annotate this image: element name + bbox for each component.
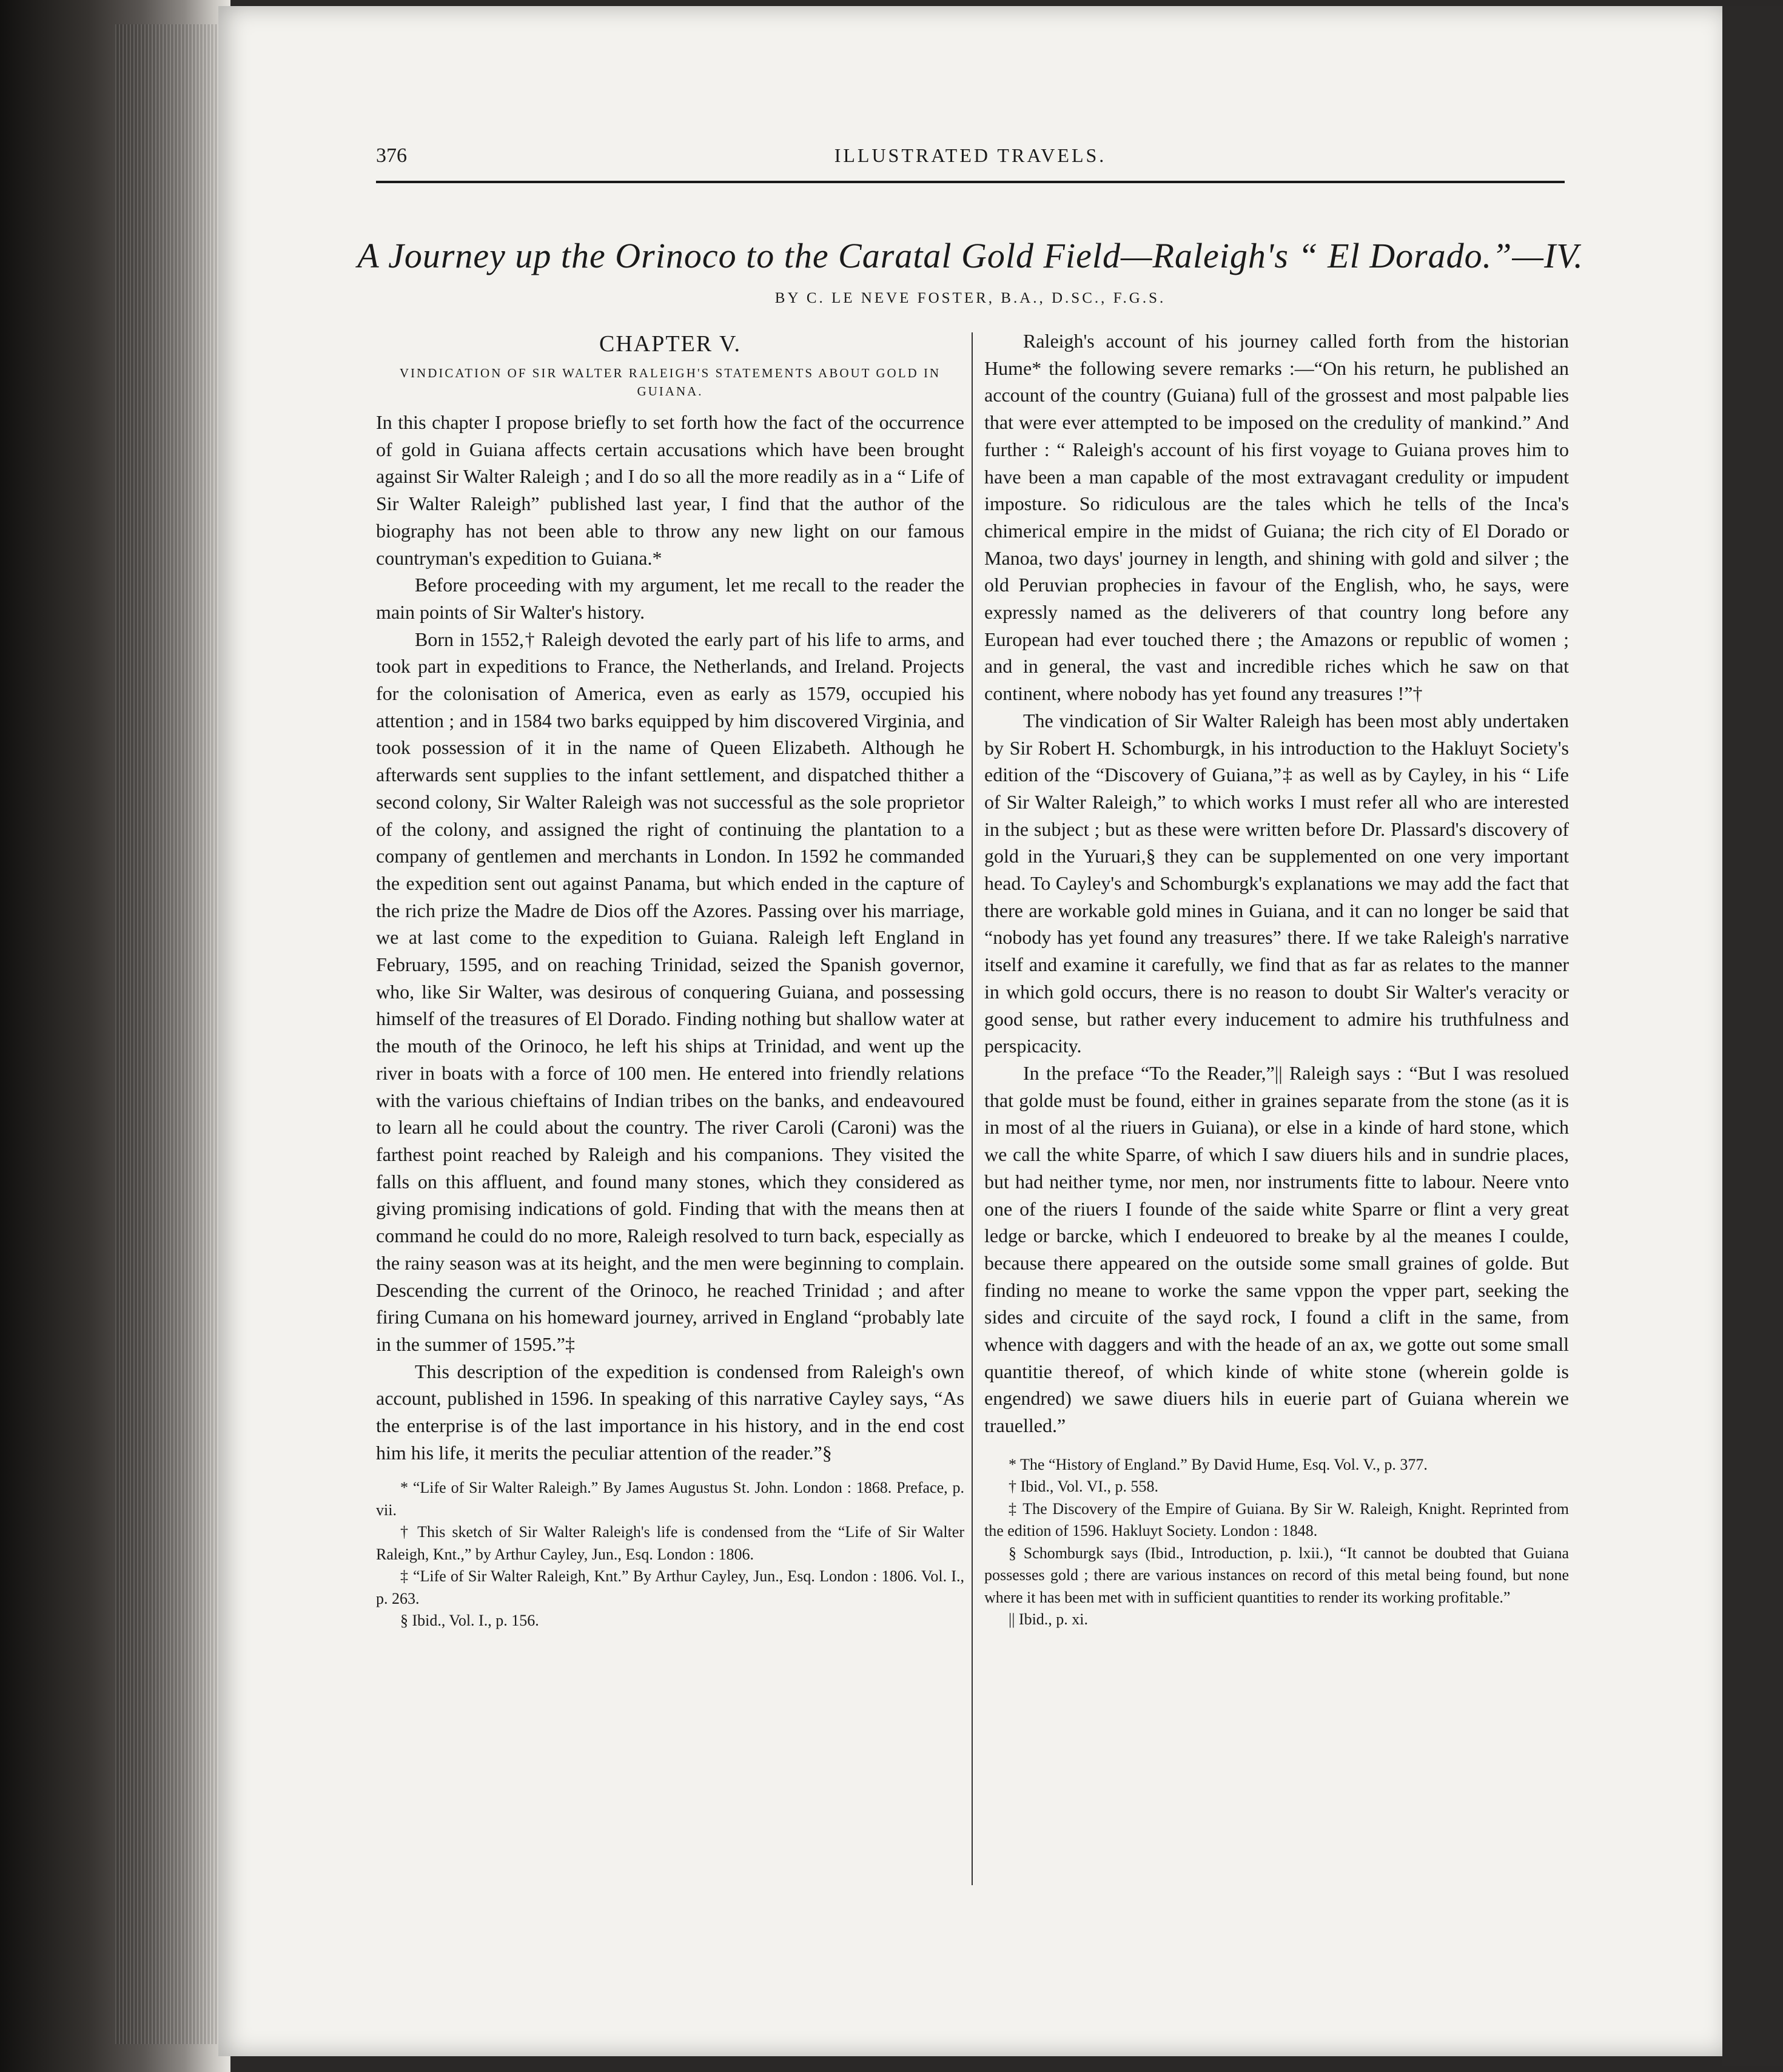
footnote: * “Life of Sir Walter Raleigh.” By James Augustus St. John. London : 1868. Preface, p. vii. [376,1479,964,1519]
page-header [376,144,1565,181]
right-footnotes [984,1454,1569,1631]
page-number: 376 [376,144,407,167]
paragraph: In this chapter I propose briefly to set forth how the fact of the occurrence of gold in Guiana affects certain accusations which have been brought against Sir Walter Raleigh ; and I do so all the more readily as in a “ Life of Sir Walter Raleigh” published last year, I find that the author of the biography has not been able to throw any new light on our famous countryman's expedition to Guiana.* [376,411,964,569]
footnote: ‡ The Discovery of the Empire of Guiana. By Sir W. Raleigh, Knight. Reprinted from the edition of 1596. Hakluyt Society. London : 1848. [984,1499,1569,1540]
article-byline: BY C. LE NEVE FOSTER, B.A., D.SC., F.G.S. [774,290,1166,306]
column-divider [972,332,973,1885]
left-footnotes [376,1477,964,1632]
paragraph: Raleigh's account of his journey called forth from the historian Hume* the following severe remarks :—“On his return, he published an account of the country (Guiana) full of the grossest and most palpable lies that were ever attempted to be imposed on the credulity of mankind.” And further : “ Raleigh's account of his first voyage to Guiana proves him to have been a man capable of the most extravagant credulity or impudent imposture. So ridiculous are the tales which he tells of the Inca's chimerical empire in the midst of Guiana; the rich city of El Dorado or Manoa, two days' journey in length, and shining with gold and silver ; the old Peruvian prophecies in favour of the English, who, he says, were expressly named as the deliverers of that country long before any European had ever touched there ; the Amazons or republic of women ; and in general, the vast and incredible riches which he saw on that continent, where nobody has yet found any treasures !”† [984,330,1569,705]
header-rule [376,181,1565,183]
left-column [376,328,964,1632]
footnote: † Ibid., Vol. VI., p. 558. [1009,1478,1159,1496]
article-title: A Journey up the Orinoco to the Caratal Gold Field—Raleigh's “ El Dorado.”—IV. [357,236,1583,275]
book-page-edge-lines [115,24,218,2044]
paragraph: The vindication of Sir Walter Raleigh has been most ably undertaken by Sir Robert H. Schomburgk, in his introduction to the Hakluyt Society's edition of the “Discovery of Guiana,”‡ as well as by Cayley, in his “ Life of Sir Walter Raleigh,” to which works I must refer all who are interested in the subject ; but as these were written before Dr. Plassard's discovery of gold in the Yuruari,§ they can be supplemented on one very important head. To Cayley's and Schomburgk's explanations we may add the fact that there are workable gold mines in Guiana, and it can no longer be said that “nobody has yet found any treasures” there. If we take Raleigh's narrative itself and examine it carefully, we find that as far as relates to the manner in which gold occurs, there is no reason to doubt Sir Walter's veracity or good sense, but rather every inducement to admire his truthfulness and perspicacity. [984,709,1569,1057]
footnote: † This sketch of Sir Walter Raleigh's life is condensed from the “Life of Sir Walter Raleigh, Knt.,” by Arthur Cayley, Jun., Esq. London : 1806. [376,1523,964,1563]
chapter-subheading: VINDICATION OF SIR WALTER RALEIGH'S STATEMENTS ABOUT GOLD IN GUIANA. [399,366,941,399]
paragraph: Before proceeding with my argument, let me recall to the reader the main points of Sir Walter's history. [376,574,964,623]
paragraph: Born in 1552,† Raleigh devoted the early part of his life to arms, and took part in expeditions to France, the Netherlands, and Ireland. Projects for the colonisation of America, even as early as 1579, occupied his attention ; and in 1584 two barks equipped by him discovered Virginia, and took possession of it in the name of Queen Elizabeth. Although he afterwards sent supplies to the infant settlement, and dispatched thither a second colony, Sir Walter Raleigh was not successful as the sole proprietor of the colony, and assigned the right of continuing the plantation to a company of gentlemen and merchants in London. In 1592 he commanded the expedition sent out against Panama, but which ended in the capture of the rich prize the Madre de Dios off the Azores. Passing over his marriage, we at last come to the expedition to Guiana. Raleigh left England in February, 1595, and on reaching Trinidad, seized the Spanish governor, who, like Sir Walter, was desirous of conquering Guiana, and possessing himself of the treasures of El Dorado. Finding nothing but shallow water at the mouth of the Orinoco, he left his ships at Trinidad, and went up the river in boats with a force of 100 men. He entered into friendly relations with the various chieftains of Indian tribes on the banks, and endeavoured to learn all he could about the country. The river Caroli (Caroni) was the farthest point reached by Raleigh and his companions. They visited the falls on this affluent, and found many stones, which they considered as giving promising indications of gold. Finding that with the means then at command he could do no more, Raleigh resolved to turn back, especially as the rainy season was at its height, and the men were beginning to complain. Descending the current of the Orinoco, he reached Trinidad ; and after firing Cumana on his homeward journey, arrived in England “probably late in the summer of 1595.”‡ [376,628,964,1355]
footnote: || Ibid., p. xi. [1009,1610,1089,1629]
page-right-shadow [1722,6,1783,2066]
footnote: ‡ “Life of Sir Walter Raleigh, Knt.” By Arthur Cayley, Jun., Esq. London : 1806. Vol. I., p. 263. [376,1567,964,1607]
running-head: ILLUSTRATED TRAVELS. [834,144,1107,166]
chapter-heading: CHAPTER V. [599,331,741,357]
paragraph: In the preface “To the Reader,”|| Raleigh says : “But I was resolued that golde must be found, either in graines separate from the stone (as it is in most of al the riuers in Guiana), or else in a kinde of hard stone, which we call the white Sparre, of which I saw diuers hils and in sundrie places, but had neither tyme, nor men, nor instruments fitte to labour. Neere vnto one of the riuers I founde of the saide white Sparre or flint a very great ledge or barcke, which I endeuored to breake by al the meanes I coulde, because there appeared on the outside some small graines of golde. But finding no meane to worke the same vppon the vpper part, seeking the sides and circuite of the sayd rock, I found a clift in the same, from whence with daggers and with the heade of an ax, we gotte out some small quantitie thereof, of which kinde of white stone (wherein golde is engendred) we sawe diuers hils in euerie part of Guiana wherein we trauelled.” [984,1061,1569,1437]
footnote: § Schomburgk says (Ibid., Introduction, p. lxii.), “It cannot be doubted that Guiana possesses gold ; there are various instances on record of this metal being found, but none where it has been met with in sufficient quantities to render its working profitable.” [984,1544,1569,1606]
footnote: § Ibid., Vol. I., p. 156. [400,1612,539,1630]
right-column [984,328,1569,1631]
paragraph: This description of the expedition is condensed from Raleigh's own account, published in 1596. In speaking of this narrative Cayley says, “As the enterprise is of the last importance in his history, and in the end cost him his life, it merits the peculiar attention of the reader.”§ [376,1360,964,1464]
footnote: * The “History of England.” By David Hume, Esq. Vol. V., p. 377. [1009,1455,1428,1473]
